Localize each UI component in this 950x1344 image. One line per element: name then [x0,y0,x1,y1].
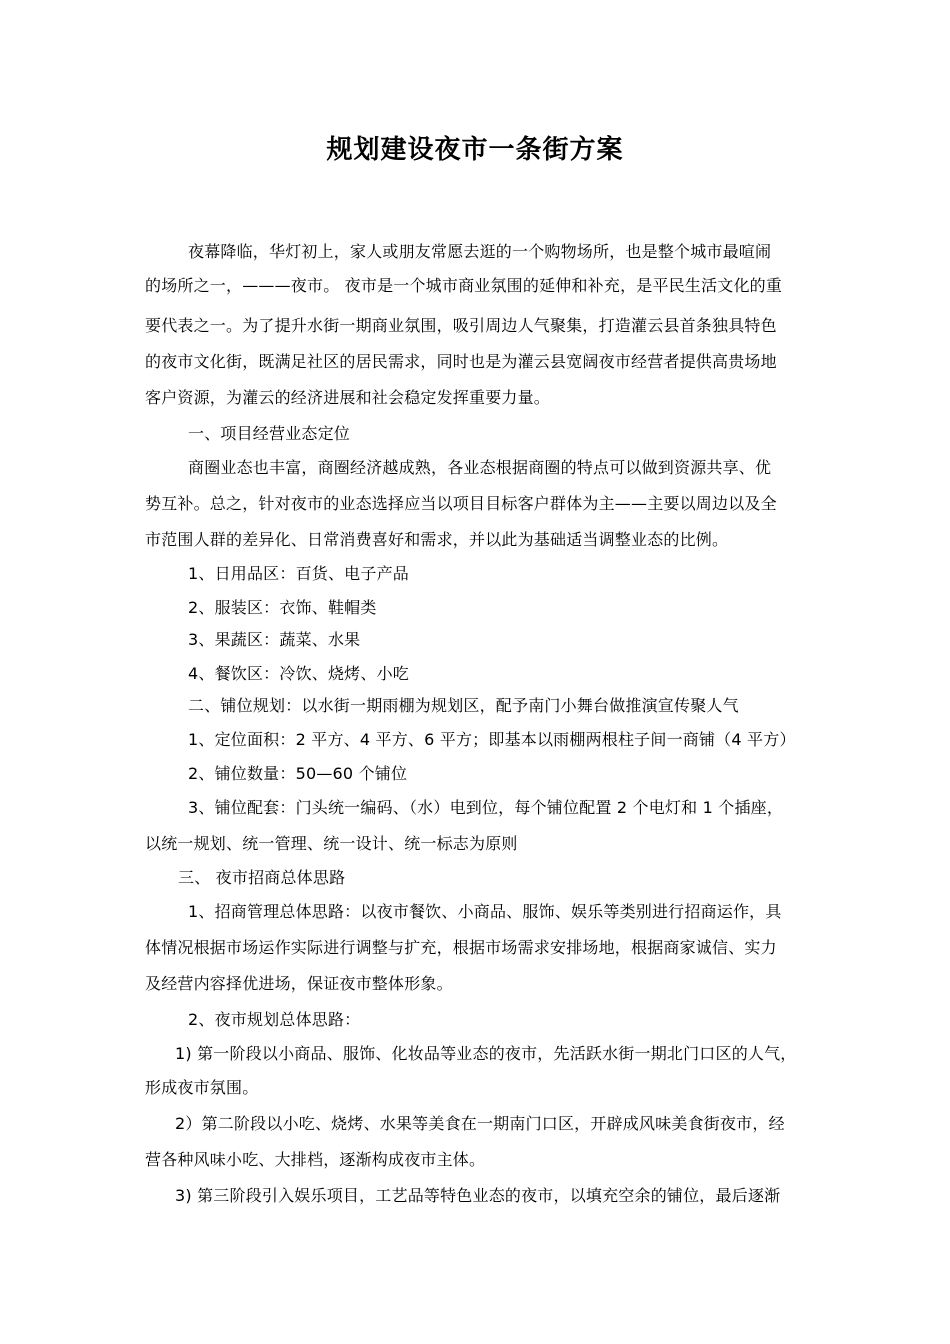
list-item: 1、日用品区：百货、电子产品 [188,564,409,583]
paragraph-line: 的夜市文化街，既满足社区的居民需求，同时也是为灌云县宽阔夜市经营者提供高贵场地 [145,352,777,371]
paragraph-line: 以统一规划、统一管理、统一设计、统一标志为原则 [145,834,518,853]
section-heading: 三、 夜市招商总体思路 [178,868,346,887]
list-item: 2、铺位数量：50—60 个铺位 [188,764,408,783]
paragraph-line: 市范围人群的差异化、日常消费喜好和需求，并以此为基础适当调整业态的比例。 [145,530,729,549]
paragraph-line: 商圈业态也丰富，商圈经济越成熟，各业态根据商圈的特点可以做到资源共享、优 [188,458,772,477]
paragraph-line: 形成夜市氛围。 [145,1078,259,1097]
paragraph-line: 客户资源，为灌云的经济进展和社会稳定发挥重要力量。 [145,388,551,407]
list-item: 3、果蔬区：蔬菜、水果 [188,630,361,649]
list-item: 3、铺位配套：门头统一编码、（水）电到位，每个铺位配置 2 个电灯和 1 个插座， [188,798,784,817]
list-item: 3) 第三阶段引入娱乐项目，工艺品等特色业态的夜市，以填充空余的铺位，最后逐渐 [175,1186,781,1205]
list-item: 1、定位面积：2 平方、4 平方、6 平方；即基本以雨棚两根柱子间一商铺（4 平方） [188,730,796,749]
list-item: 2、服装区：衣饰、鞋帽类 [188,598,377,617]
paragraph-line: 及经营内容择优进场，保证夜市整体形象。 [145,974,453,993]
paragraph-line: 夜幕降临，华灯初上，家人或朋友常愿去逛的一个购物场所，也是整个城市最喧闹 [188,242,772,261]
section-heading: 二、铺位规划：以水街一期雨棚为规划区，配予南门小舞台做推演宣传聚人气 [188,696,739,715]
paragraph-line: 1、招商管理总体思路：以夜市餐饮、小商品、服饰、娱乐等类别进行招商运作，具 [188,902,782,921]
paragraph-line: 营各种风味小吃、大排档，逐渐构成夜市主体。 [145,1150,486,1169]
list-item: 1) 第一阶段以小商品、服饰、化妆品等业态的夜市，先活跃水街一期北门口区的人气， [175,1044,797,1063]
paragraph-line: 体情况根据市场运作实际进行调整与扩充，根据市场需求安排场地，根据商家诚信、实力 [145,938,777,957]
section-heading: 一、项目经营业态定位 [188,424,351,443]
list-item: 2）第二阶段以小吃、烧烤、水果等美食在一期南门口区，开辟成风味美食街夜市，经 [175,1114,785,1133]
paragraph-line: 势互补。总之，针对夜市的业态选择应当以项目目标客户群体为主——主要以周边以及全 [145,494,777,513]
document-title: 规划建设夜市一条街方案 [326,135,624,165]
list-item: 4、餐饮区：冷饮、烧烤、小吃 [188,664,409,683]
paragraph-line: 的场所之一，———夜市。 夜市是一个城市商业氛围的延伸和补充，是平民生活文化的重 [145,276,783,295]
list-item: 2、夜市规划总体思路： [188,1010,361,1029]
paragraph-line: 要代表之一。为了提升水街一期商业氛围，吸引周边人气聚集，打造灌云县首条独具特色 [145,316,777,335]
